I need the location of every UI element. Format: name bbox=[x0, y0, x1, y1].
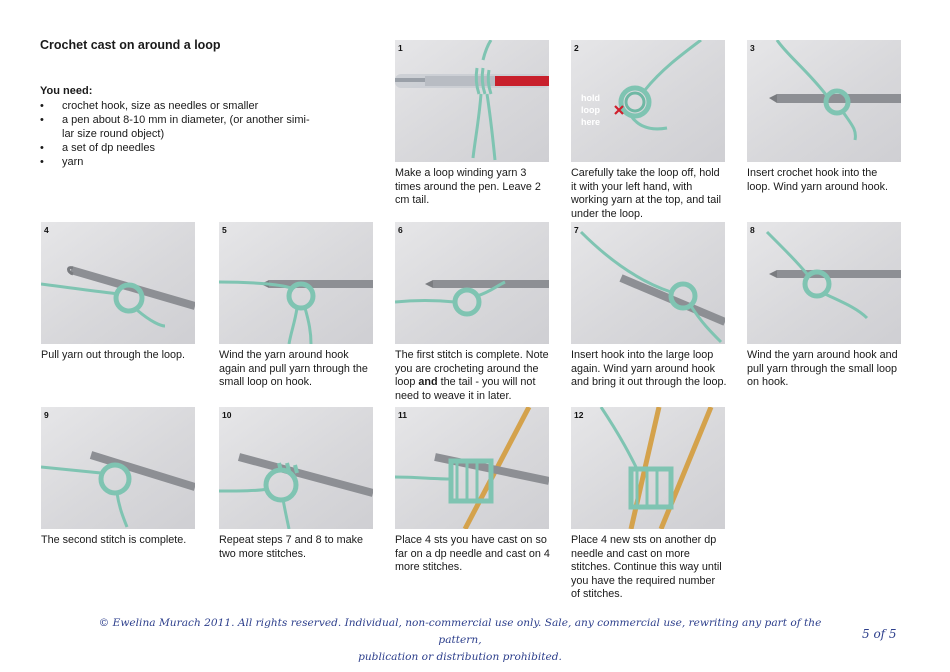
step-caption: Place 4 new sts on another dp needle and cast on more stitches. Continue this way until you have the required number of stitches. bbox=[571, 534, 722, 601]
step-caption: Insert crochet hook into the loop. Wind yarn around hook. bbox=[747, 167, 889, 193]
step-6 bbox=[395, 222, 551, 403]
step-7-photo bbox=[571, 222, 725, 344]
step-number: 10 bbox=[222, 410, 232, 420]
step-4 bbox=[41, 222, 197, 363]
step-caption: Make a loop winding yarn 3 times around the pen. Leave 2 cm tail. bbox=[395, 167, 541, 207]
step-number: 1 bbox=[398, 43, 403, 53]
step-8-photo bbox=[747, 222, 901, 344]
copyright-line: © Ewelina Murach 2011. All rights reserved. Individual, non-commercial use only. Sale, any commercial use, rewriting any part of the pattern, bbox=[98, 617, 822, 646]
step-number: 6 bbox=[398, 225, 403, 235]
hook-loop-illustration bbox=[41, 222, 195, 344]
materials-item: • a set of dp needles bbox=[40, 141, 340, 155]
step-2-photo bbox=[571, 40, 725, 162]
step-2 bbox=[571, 40, 727, 221]
hook-loop-illustration bbox=[747, 222, 901, 344]
step-5-photo bbox=[219, 222, 373, 344]
page-title: Crochet cast on around a loop bbox=[40, 38, 221, 52]
hook-loop-illustration bbox=[571, 222, 725, 344]
hook-loop-illustration bbox=[41, 407, 195, 529]
step-10-photo bbox=[219, 407, 373, 529]
step-caption: Wind the yarn around hook and pull yarn through the small loop on hook. bbox=[747, 349, 898, 389]
step-caption-emphasis: and bbox=[418, 376, 438, 389]
step-number: 4 bbox=[44, 225, 49, 235]
step-caption: Carefully take the loop off, hold it with your left hand, with working yarn at the top, and tail under the loop. bbox=[571, 167, 722, 220]
hook-loop-illustration bbox=[395, 222, 549, 344]
step-caption: Wind the yarn around hook again and pull yarn through the small loop on hook. bbox=[219, 349, 368, 389]
step-10 bbox=[219, 407, 375, 561]
step-caption: The second stitch is complete. bbox=[41, 534, 187, 546]
step-number: 3 bbox=[750, 43, 755, 53]
step-caption bbox=[395, 349, 551, 403]
hook-loop-illustration bbox=[747, 40, 901, 162]
copyright-line: publication or distribution prohibited. bbox=[358, 651, 562, 663]
hook-loop-illustration bbox=[219, 407, 373, 529]
step-1-photo bbox=[395, 40, 549, 162]
step-8 bbox=[747, 222, 903, 390]
step-number: 11 bbox=[398, 410, 407, 420]
needles-hook-illustration bbox=[395, 407, 549, 529]
materials-list bbox=[40, 84, 340, 169]
step-1 bbox=[395, 40, 551, 208]
step-caption: Insert hook into the large loop again. Wind yarn around hook and bring it out through the loop. bbox=[571, 349, 727, 389]
step-number: 9 bbox=[44, 410, 49, 420]
step-number: 8 bbox=[750, 225, 755, 235]
step-caption: Repeat steps 7 and 8 to make two more stitches. bbox=[219, 534, 364, 560]
step-3-photo bbox=[747, 40, 901, 162]
step-9 bbox=[41, 407, 197, 548]
step-9-photo bbox=[41, 407, 195, 529]
step-6-photo bbox=[395, 222, 549, 344]
step-number: 5 bbox=[222, 225, 227, 235]
copyright-footer bbox=[95, 615, 825, 666]
page-number: 5 of 5 bbox=[862, 627, 897, 641]
step-number: 12 bbox=[574, 410, 584, 420]
pen-yarn-illustration bbox=[395, 40, 549, 162]
step-caption-part: the tail - you will not need to weave it in later. bbox=[395, 376, 536, 402]
step-11 bbox=[395, 407, 551, 575]
step-3 bbox=[747, 40, 903, 194]
materials-item: • crochet hook, size as needles or smaller bbox=[40, 99, 340, 113]
needles-illustration bbox=[571, 407, 725, 529]
hold-loop-label: hold loop here bbox=[581, 93, 601, 127]
step-number: 7 bbox=[574, 225, 579, 235]
step-12-photo bbox=[571, 407, 725, 529]
hook-loop-illustration bbox=[219, 222, 373, 344]
step-4-photo bbox=[41, 222, 195, 344]
step-12 bbox=[571, 407, 727, 602]
materials-item: • yarn bbox=[40, 155, 340, 169]
step-11-photo bbox=[395, 407, 549, 529]
step-7 bbox=[571, 222, 727, 390]
step-caption: Pull yarn out through the loop. bbox=[41, 349, 186, 361]
step-caption: Place 4 sts you have cast on so far on a dp needle and cast on 4 more stitches. bbox=[395, 534, 550, 574]
materials-heading: You need: bbox=[40, 85, 93, 97]
step-5 bbox=[219, 222, 375, 390]
step-caption-part: The first stitch is complete. Note you are crocheting around the loop bbox=[395, 349, 549, 389]
step-number: 2 bbox=[574, 43, 579, 53]
materials-item: • a pen about 8-10 mm in diameter, (or another simi- lar size round object) bbox=[40, 113, 340, 141]
